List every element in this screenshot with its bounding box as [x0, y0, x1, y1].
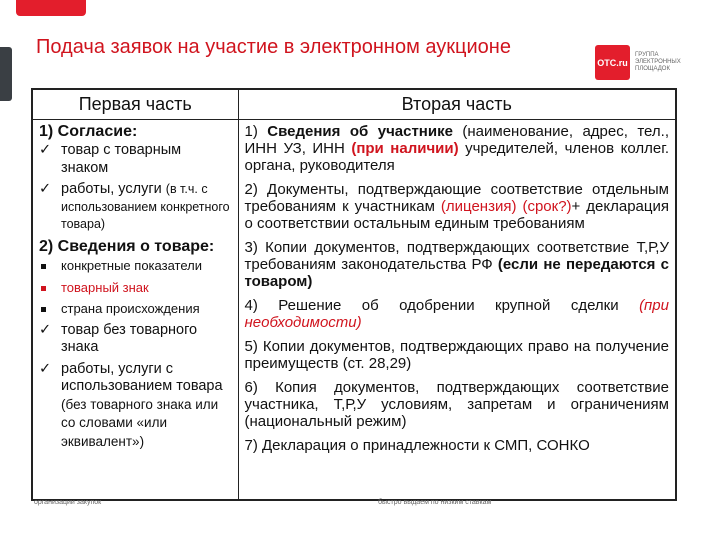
decor-grey-tab	[0, 47, 12, 101]
bullet-icon	[41, 286, 46, 291]
item-7: 7) Декларация о принадлежности к СМП, СОНКО	[244, 436, 590, 454]
item-4: 4) Решение об одобрении крупной сделки (при необходимости)	[244, 296, 669, 331]
list-item: ✓ товар с товарным знаком	[39, 142, 182, 176]
list-item: ✓ работы, услуги (в т.ч. с использованием конкретного товара)	[39, 181, 232, 234]
header-first-part: Первая часть	[32, 89, 238, 119]
logo-text: ГРУППА ЭЛЕКТРОННЫХ ПЛОЩАДОК	[635, 52, 681, 72]
bullet-icon	[41, 264, 46, 269]
consent-heading: 1) Согласие:	[39, 122, 138, 140]
info-heading: 2) Сведения о товаре:	[39, 237, 215, 255]
page-title: Подача заявок на участие в электронном аукционе	[36, 36, 511, 58]
footer-right: быстро выдаем по низким ставкам	[378, 499, 492, 506]
item-3: 3) Копии документов, подтверждающих соответствие Т,Р,У требованиям законодательства РФ (если не передаются с товаром)	[244, 238, 669, 290]
list-item: ✓ товар без товарного знака	[39, 321, 198, 355]
second-part-cell	[238, 119, 676, 500]
item-5: 5) Копии документов, подтверждающих право на получение преимуществ (ст. 28,29)	[244, 337, 669, 372]
bullet-icon	[41, 307, 46, 312]
check-icon: ✓	[39, 321, 52, 338]
header-second-part: Вторая часть	[238, 89, 676, 119]
list-item: ✓ работы, услуги с использованием товара (без товарного знака или со словами «или эквивалент»)	[39, 361, 232, 452]
comparison-table	[31, 88, 677, 501]
item-6: 6) Копия документов, подтверждающих соответствие участника, Т,Р,У условиям, запретам и ограничениям (национальный режим)	[244, 378, 669, 430]
list-item: товарный знак	[39, 279, 232, 297]
item-2: 2) Документы, подтверждающие соответствие отдельным требованиям к участникам (лицензия) (срок?)+ декларация о соответствии остальным единым требованиям	[244, 180, 669, 232]
check-icon: ✓	[39, 360, 52, 377]
check-icon: ✓	[39, 181, 52, 197]
first-part-cell	[32, 119, 238, 500]
list-item: страна происхождения	[39, 300, 232, 318]
list-item: конкретные показатели	[39, 257, 232, 275]
decor-red-tab	[16, 0, 86, 16]
logo-mark: OTC.ru	[595, 45, 630, 80]
check-icon: ✓	[39, 142, 52, 158]
logo	[595, 45, 685, 80]
item-1: 1) Сведения об участнике (наименование, адрес, тел., ИНН УЗ, ИНН (при наличии) учредителей, членов коллег. органа, руководителя	[244, 122, 669, 174]
footer-left: организации закупок	[34, 499, 102, 506]
